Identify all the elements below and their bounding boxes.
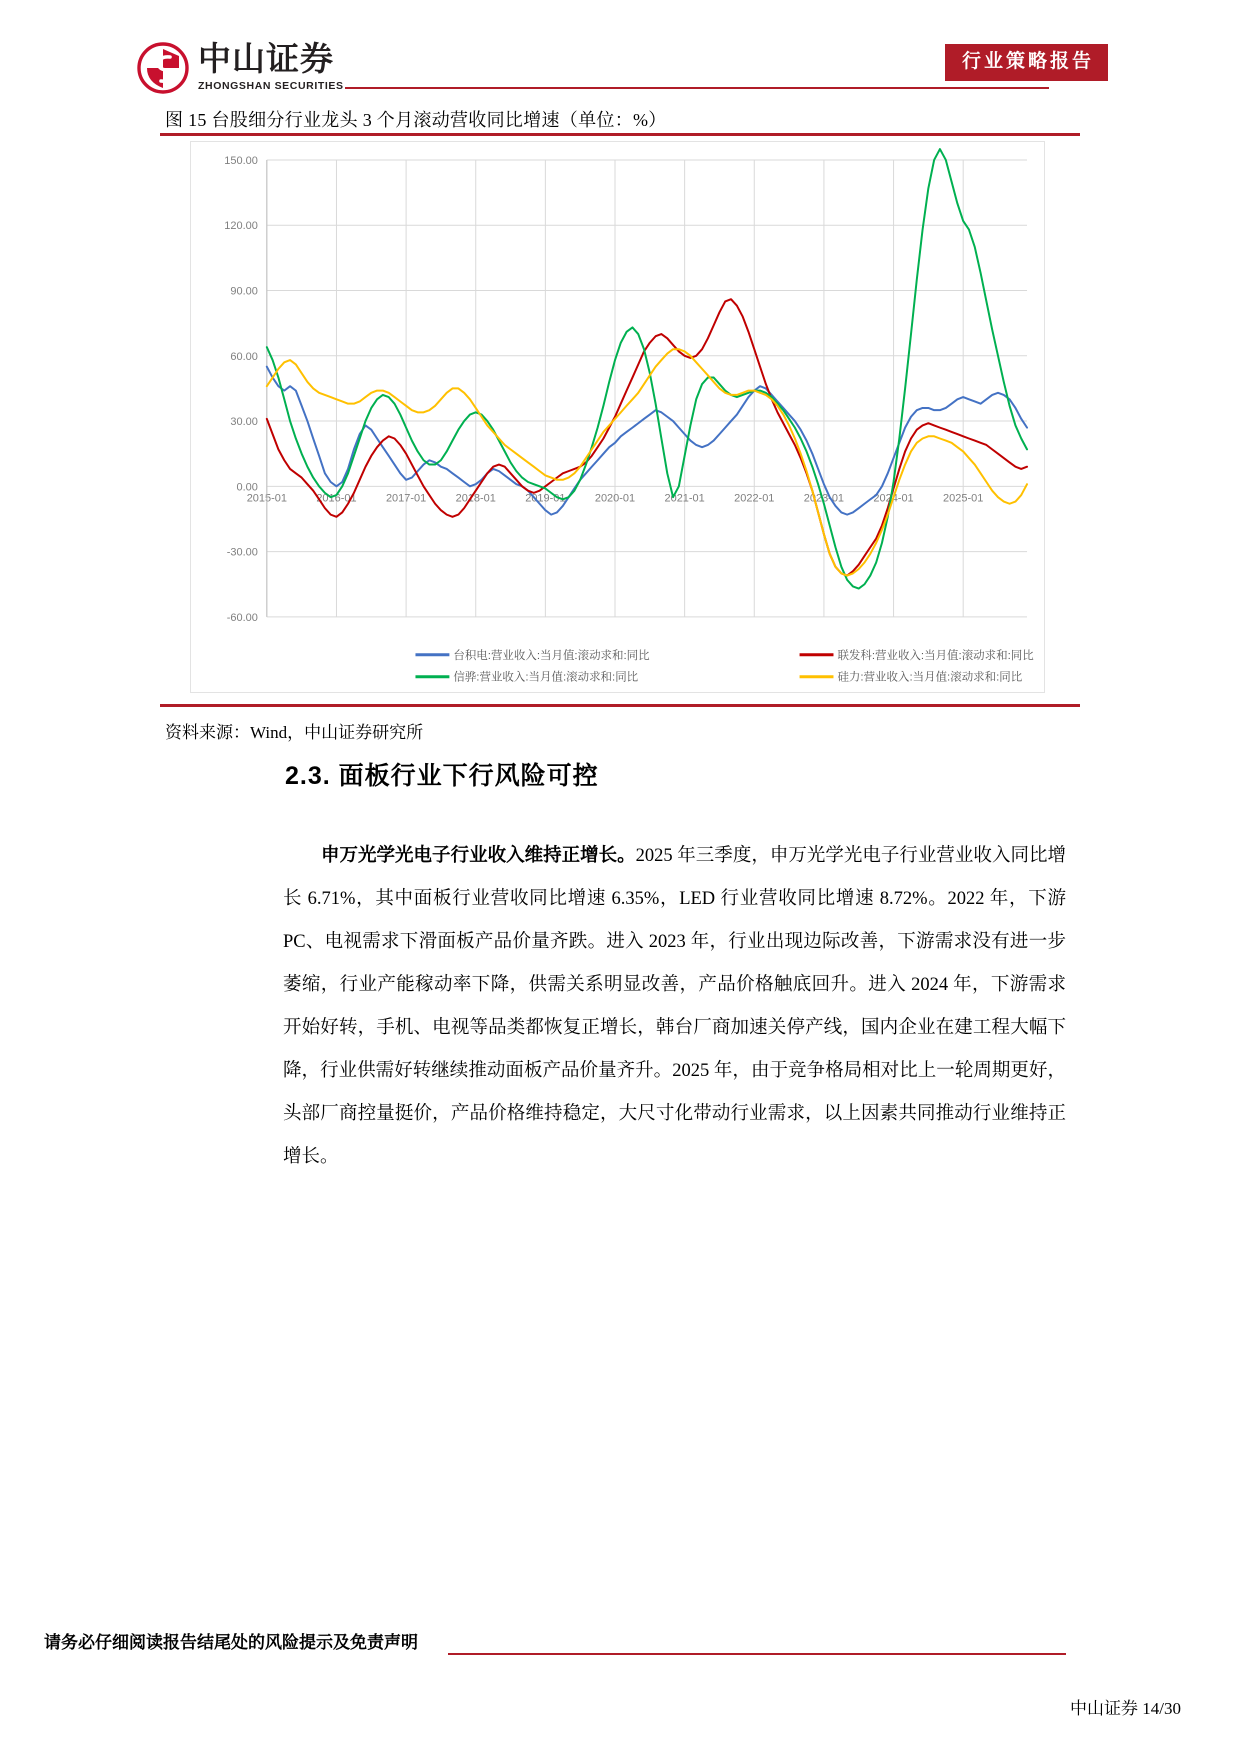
figure-bottom-rule [160, 704, 1080, 707]
x-axis-tick-label: 2025-01 [943, 492, 984, 505]
footer-page-number: 中山证券 14/30 [1070, 1699, 1181, 1718]
logo-name-en: ZHONGSHAN SECURITIES [198, 80, 344, 92]
logo-name-cn: 中山证券 [198, 40, 334, 77]
logo-text [198, 40, 344, 92]
footer-divider [448, 1653, 1066, 1655]
section-body-text: 2025 年三季度，申万光学光电子行业营业收入同比增长 6.71%，其中面板行业营收同比增速 6.35%，LED 行业营收同比增速 8.72%。2022 年，下游 PC、电视需求下滑面板产品价量齐跌。进入 2023 年，行业出现边际改善，下游需求没有进一步萎缩，行业产能稼动率下降，供需关系明显改善，产品价格触底回升。进入 2024 年，下游需求开始好转，手机、电视等品类都恢复正增长，韩台厂商加速关停产线，国内企业在建工程大幅下降，行业供需好转继续推动面板产品价量齐升。2025 年，由于竞争格局相对比上一轮周期更好，头部厂商控量挺价，产品价格维持稳定，大尺寸化带动行业需求，以上因素共同推动行业维持正增长。 [283, 845, 1066, 1167]
y-axis-tick-label: 60.00 [230, 350, 258, 363]
y-axis-tick-label: 30.00 [230, 416, 258, 429]
legend-label: 硅力:营业收入:当月值:滚动求和:同比 [837, 671, 1023, 684]
line-chart [191, 142, 1044, 693]
legend-label: 台积电:营业收入:当月值:滚动求和:同比 [453, 649, 650, 662]
x-axis-tick-label: 2015-01 [246, 492, 287, 505]
figure-block [160, 133, 1080, 707]
y-axis-tick-label: 0.00 [236, 481, 258, 494]
x-axis-tick-label: 2021-01 [664, 492, 705, 505]
chart-container [190, 141, 1045, 693]
chart-series-line [267, 149, 1027, 588]
report-type-badge: 行业策略报告 [945, 44, 1108, 81]
x-axis-tick-label: 2019-01 [525, 492, 566, 505]
x-axis-tick-label: 2024-01 [873, 492, 914, 505]
y-axis-tick-label: -60.00 [226, 611, 258, 624]
y-axis-tick-label: -30.00 [226, 546, 258, 559]
legend-label: 信骅:营业收入:当月值:滚动求和:同比 [453, 671, 639, 684]
chart-series-line [267, 349, 1027, 575]
x-axis-tick-label: 2017-01 [385, 492, 427, 505]
company-logo [137, 40, 344, 94]
zhongshan-logo-icon [137, 42, 189, 94]
section-lead: 申万光学光电子行业收入维持正增长。 [321, 845, 636, 866]
y-axis-tick-label: 90.00 [230, 285, 258, 298]
footer-disclaimer: 请务必仔细阅读报告结尾处的风险提示及免责声明 [44, 1633, 418, 1652]
figure-caption: 图 15 台股细分行业龙头 3 个月滚动营收同比增速（单位：%） [165, 110, 667, 130]
x-axis-tick-label: 2020-01 [594, 492, 636, 505]
chart-series-line [267, 299, 1027, 575]
figure-source: 资料来源：Wind，中山证券研究所 [165, 723, 424, 742]
figure-top-rule [160, 133, 1080, 136]
section-heading: 2.3. 面板行业下行风险可控 [285, 762, 599, 790]
y-axis-tick-label: 150.00 [224, 154, 258, 167]
x-axis-tick-label: 2016-01 [316, 492, 357, 505]
section-body [283, 835, 1066, 1179]
legend-label: 联发科:营业收入:当月值:滚动求和:同比 [837, 649, 1034, 662]
x-axis-tick-label: 2018-01 [455, 492, 496, 505]
x-axis-tick-label: 2023-01 [803, 492, 845, 505]
page-header [0, 0, 1241, 105]
header-divider [345, 87, 1049, 89]
x-axis-tick-label: 2022-01 [734, 492, 775, 505]
y-axis-tick-label: 120.00 [224, 220, 258, 233]
